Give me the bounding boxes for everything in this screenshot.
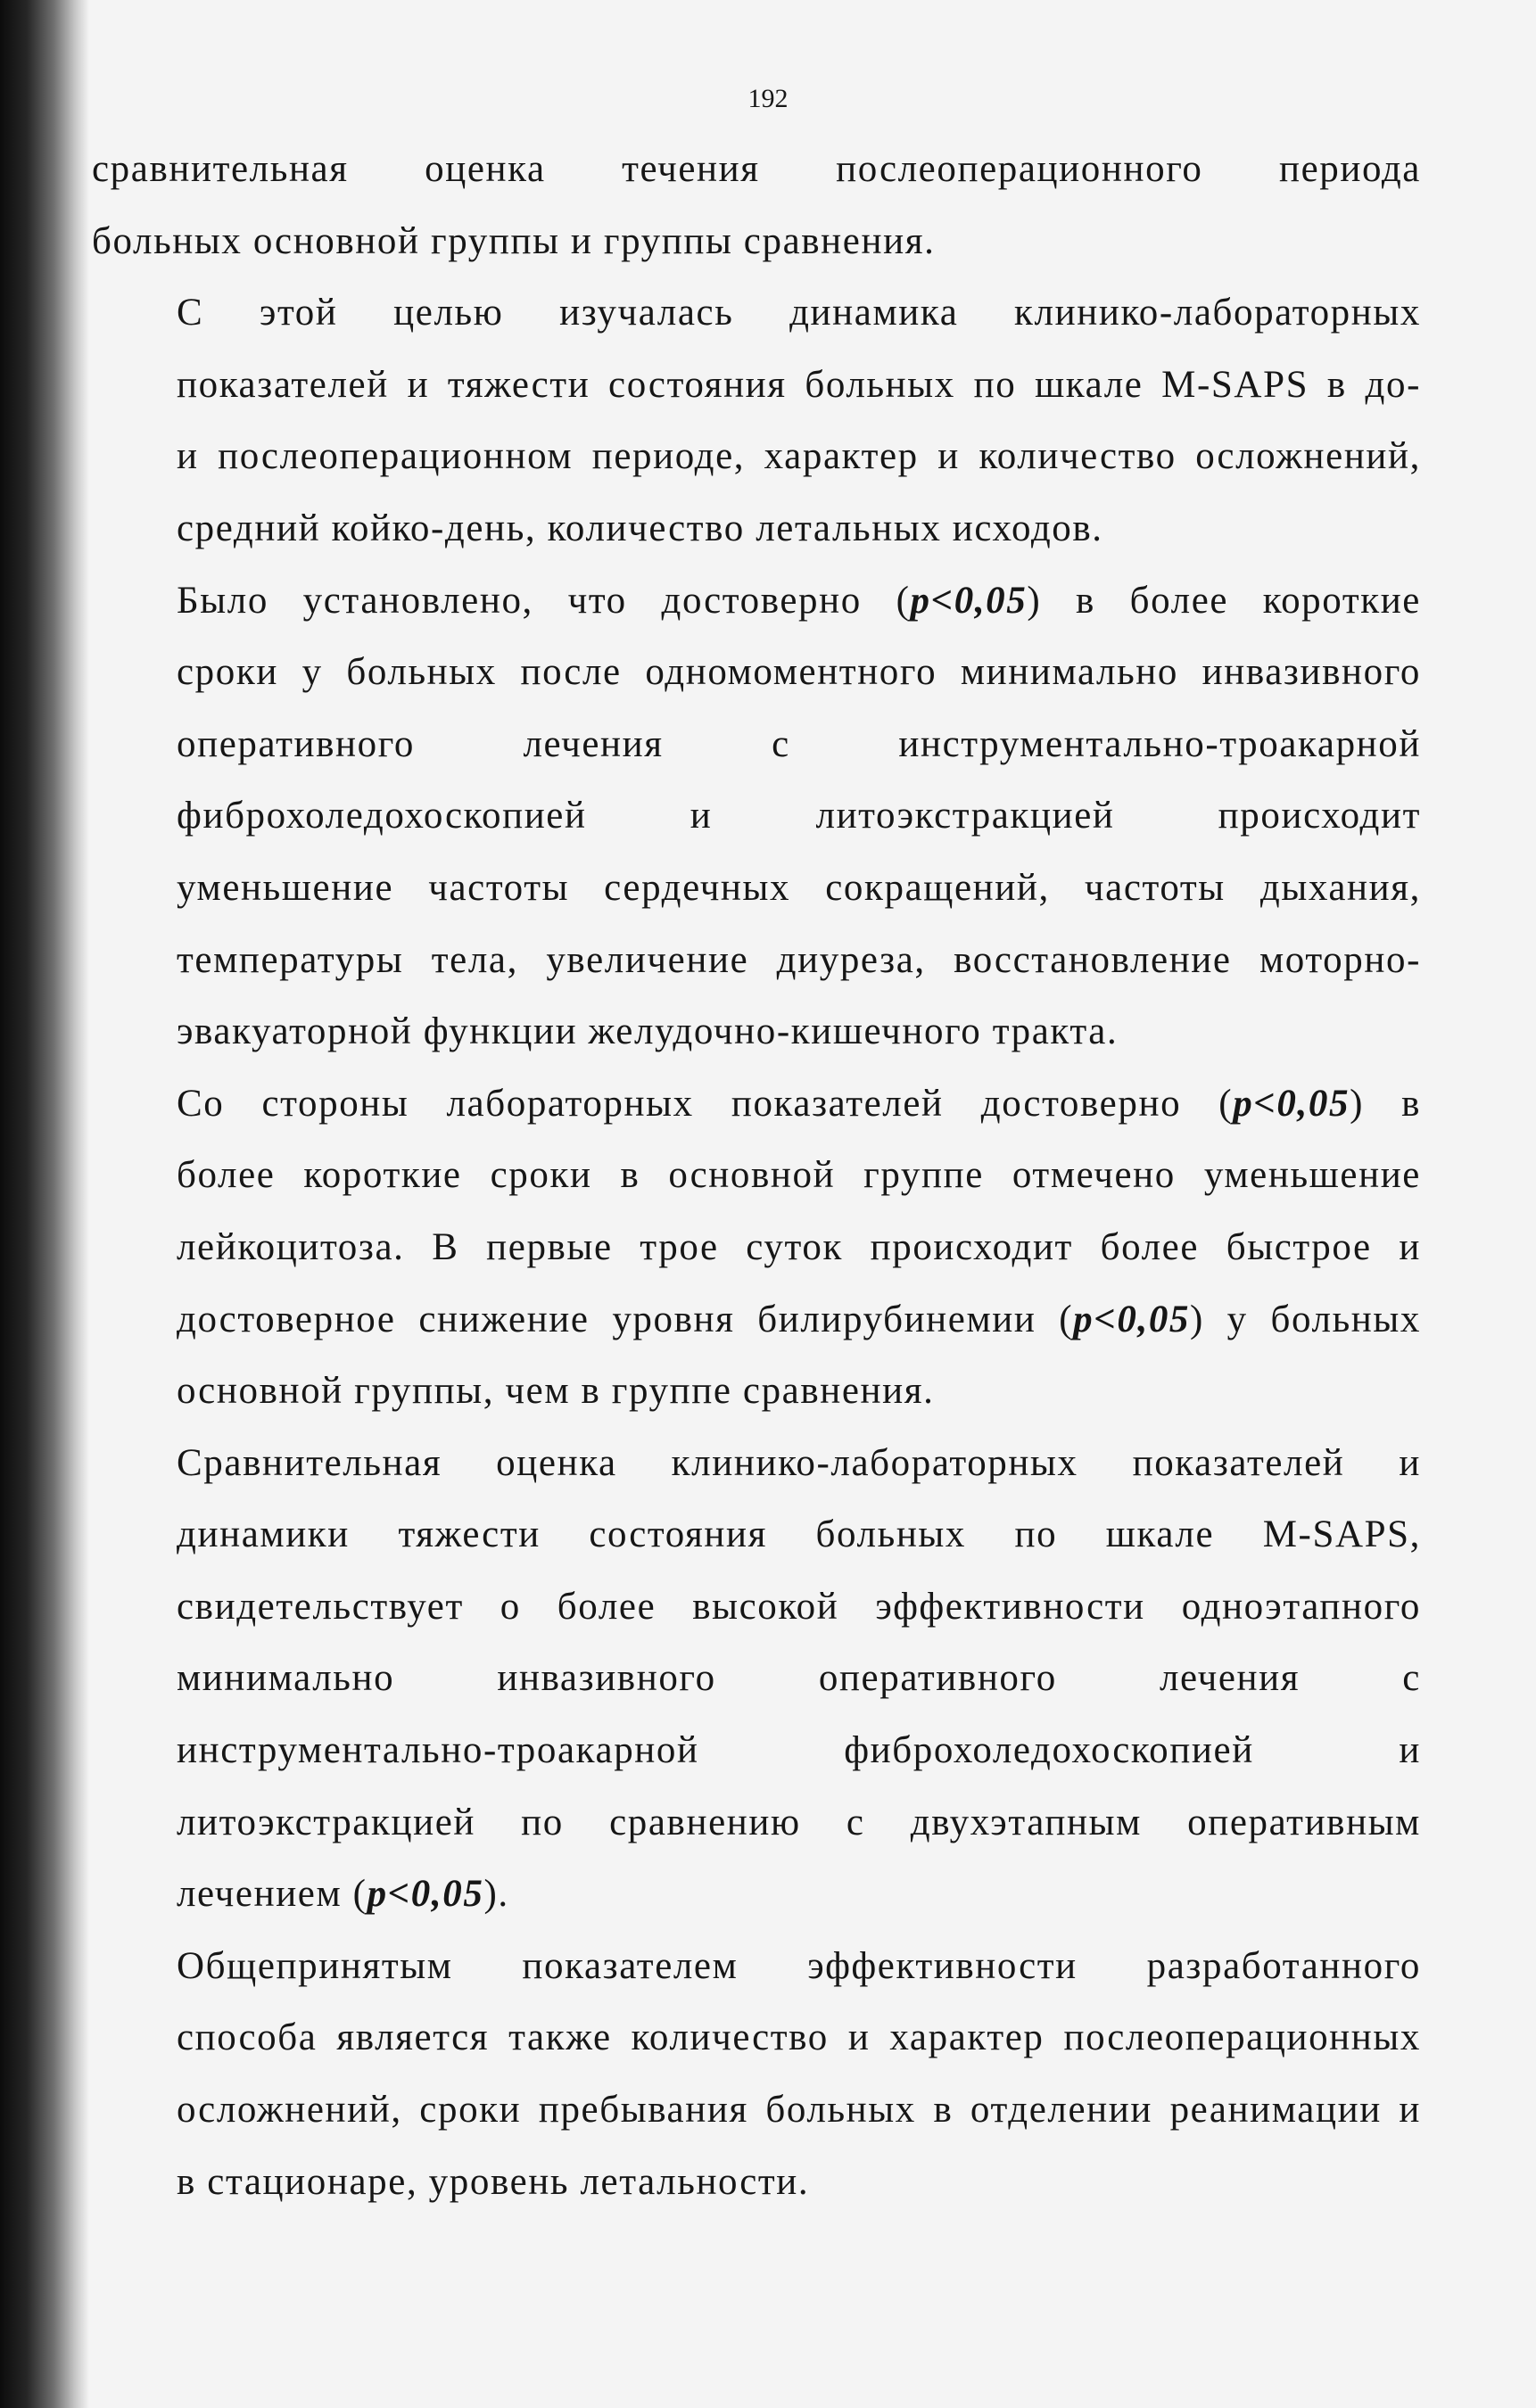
text-fragment: достоверное снижение уровня билирубинемии (	[177, 1298, 1074, 1340]
text-fragment: ) у больных	[1190, 1298, 1422, 1340]
text-line: осложнений, сроки пребывания больных в отделении реанимации и	[177, 2089, 1421, 2132]
text-line: больных основной группы и группы сравнения.	[92, 219, 936, 262]
text-fragment: ) в более короткие	[1027, 579, 1421, 622]
text-line	[92, 1068, 1421, 1141]
text-line: сравнительная оценка течения послеоперационного периода	[92, 148, 1421, 190]
page-number: 192	[747, 84, 789, 113]
text-line: оперативного лечения с инструментально-троакарной	[177, 722, 1421, 765]
text-line: Сравнительная оценка клинико-лабораторных показателей и	[177, 1441, 1421, 1484]
text-line: С этой целью изучалась динамика клинико-лабораторных	[177, 292, 1421, 334]
text-fragment: ).	[483, 1873, 509, 1916]
text-line: более короткие сроки в основной группе отмечено уменьшение	[177, 1154, 1421, 1197]
text-fragment: Со стороны лабораторных показателей достоверно (	[177, 1082, 1234, 1125]
text-fragment: Было установлено, что достоверно (	[177, 579, 911, 622]
text-line: фиброхоледохоскопией и литоэкстракцией происходит	[177, 795, 1421, 837]
text-line	[92, 1859, 1421, 1931]
p-value: p<0,05	[1233, 1082, 1350, 1125]
p-value: p<0,05	[910, 579, 1028, 622]
text-line: сроки у больных после одномоментного минимально инвазивного	[177, 651, 1421, 694]
text-line: уменьшение частоты сердечных сокращений, частоты дыхания,	[177, 866, 1421, 909]
paragraph-1	[92, 134, 1421, 277]
text-line: лейкоцитоза. В первые трое суток происходит более быстрое и	[177, 1225, 1421, 1268]
text-line: инструментально-троакарной фиброхоледохоскопией и	[177, 1729, 1421, 1772]
text-line: эвакуаторной функции желудочно-кишечного тракта.	[177, 1010, 1119, 1053]
text-line: литоэкстракцией по сравнению с двухэтапным оперативным	[177, 1801, 1421, 1843]
p-value: p<0,05	[367, 1873, 484, 1916]
text-fragment: лечением (	[177, 1873, 367, 1916]
text-line: температуры тела, увеличение диуреза, восстановление моторно-	[177, 938, 1421, 981]
text-line: и послеоперационном периоде, характер и количество осложнений,	[177, 435, 1421, 478]
text-line: средний койко-день, количество летальных исходов.	[177, 507, 1103, 549]
scan-shadow-edge	[0, 0, 89, 2408]
p-value: p<0,05	[1073, 1298, 1191, 1340]
text-fragment: ) в	[1350, 1082, 1421, 1125]
text-line	[92, 565, 1421, 638]
text-line: динамики тяжести состояния больных по шкале M-SAPS,	[177, 1513, 1421, 1556]
paragraph-4	[92, 1068, 1421, 1428]
paragraph-5	[92, 1428, 1421, 1931]
paragraph-3	[92, 565, 1421, 1068]
text-line: основной группы, чем в группе сравнения.	[177, 1370, 935, 1413]
text-line: показателей и тяжести состояния больных по шкале M-SAPS в до-	[177, 363, 1421, 406]
text-line: минимально инвазивного оперативного лечения с	[177, 1657, 1421, 1700]
body-text	[92, 134, 1421, 2218]
paragraph-6	[92, 1931, 1421, 2218]
text-line	[92, 1284, 1421, 1357]
text-line: способа является также количество и характер послеоперационных	[177, 2016, 1421, 2059]
paragraph-2	[92, 277, 1421, 565]
text-line: Общепринятым показателем эффективности разработанного	[177, 1944, 1421, 1987]
text-line: свидетельствует о более высокой эффективности одноэтапного	[177, 1585, 1421, 1628]
text-line: в стационаре, уровень летальности.	[177, 2160, 810, 2203]
